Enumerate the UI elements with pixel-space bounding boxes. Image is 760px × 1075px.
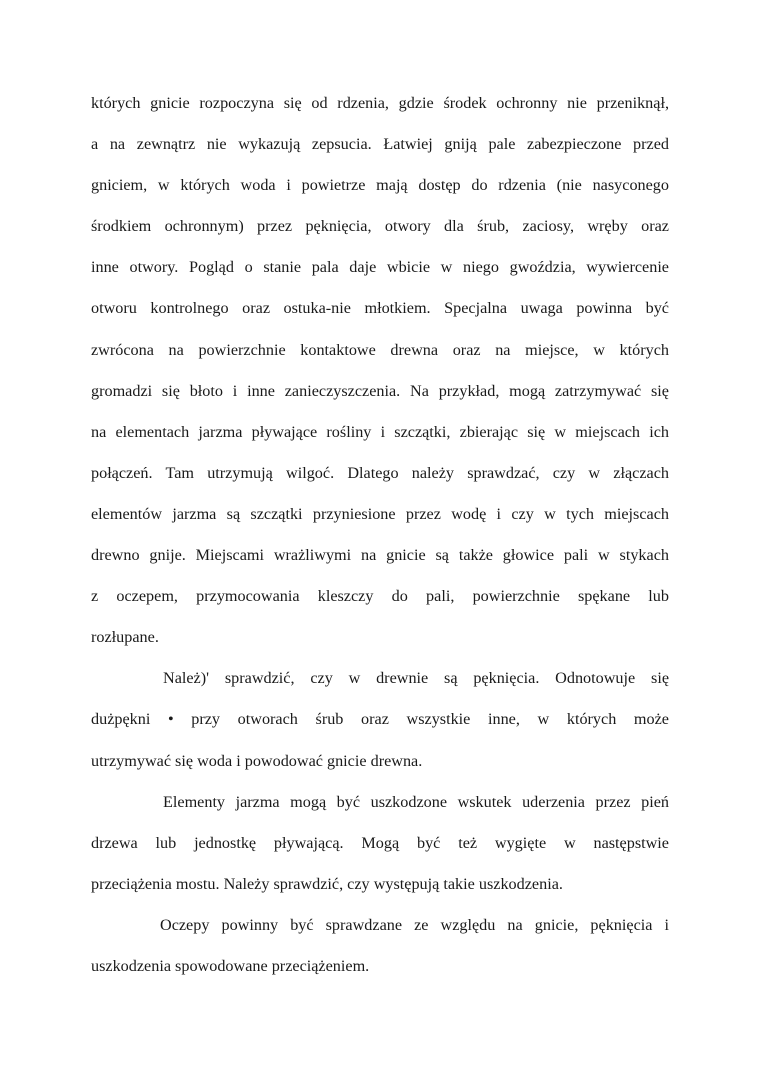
text-line: Elementy jarzma mogą być uszkodzone wskutek uderzenia przez pień bbox=[163, 792, 669, 811]
text-line: Należ)' sprawdzić, czy w drewnie są pęknięcia. Odnotowuje się bbox=[163, 669, 669, 688]
text-line: inne otwory. Pogląd o stanie pala daje wbicie w niego gwoździa, wywiercenie bbox=[91, 258, 669, 277]
paragraph-3 bbox=[91, 787, 669, 910]
text-line: uszkodzenia spowodowane przeciążeniem. bbox=[91, 956, 370, 975]
text-line: otworu kontrolnego oraz ostuka-nie młotkiem. Specjalna uwaga powinna być bbox=[91, 299, 669, 318]
text-line: gromadzi się błoto i inne zanieczyszczenia. Na przykład, mogą zatrzymywać się bbox=[91, 381, 669, 400]
paragraph-1 bbox=[91, 88, 669, 663]
text-line: przeciążenia mostu. Należy sprawdzić, czy występują takie uszkodzenia. bbox=[91, 874, 563, 893]
text-line: elementów jarzma są szczątki przyniesione przez wodę i czy w tych miejscach bbox=[91, 504, 669, 523]
document-body bbox=[91, 88, 669, 992]
text-line: a na zewnątrz nie wykazują zepsucia. Łatwiej gniją pale zabezpieczone przed bbox=[91, 135, 669, 154]
text-line: których gnicie rozpoczyna się od rdzenia, gdzie środek ochronny nie przeniknął, bbox=[91, 94, 669, 112]
text-line: utrzymywać się woda i powodować gnicie drewna. bbox=[91, 751, 423, 770]
text-line: z oczepem, przymocowania kleszczy do pali, powierzchnie spękane lub bbox=[91, 587, 669, 606]
text-line: środkiem ochronnym) przez pęknięcia, otwory dla śrub, zaciosy, wręby oraz bbox=[91, 217, 669, 236]
text-line: Oczepy powinny być sprawdzane ze względu na gnicie, pęknięcia i bbox=[160, 915, 669, 934]
text-line: rozłupane. bbox=[91, 628, 159, 647]
paragraph-4 bbox=[91, 910, 669, 992]
text-line: drewno gnije. Miejscami wrażliwymi na gnicie są także głowice pali w stykach bbox=[91, 546, 669, 565]
text-line: gniciem, w których woda i powietrze mają dostęp do rdzenia (nie nasyconego bbox=[91, 176, 669, 195]
text-line: drzewa lub jednostkę pływającą. Mogą być też wygięte w następstwie bbox=[91, 833, 669, 852]
text-line: na elementach jarzma pływające rośliny i szczątki, zbierając się w miejscach ich bbox=[91, 422, 669, 441]
text-line: połączeń. Tam utrzymują wilgoć. Dlatego należy sprawdzać, czy w złączach bbox=[91, 463, 669, 482]
text-line: zwrócona na powierzchnie kontaktowe drewna oraz na miejsce, w których bbox=[91, 340, 669, 359]
paragraph-2 bbox=[91, 663, 669, 786]
text-line: dużpękni • przy otworach śrub oraz wszystkie inne, w których może bbox=[91, 710, 669, 729]
